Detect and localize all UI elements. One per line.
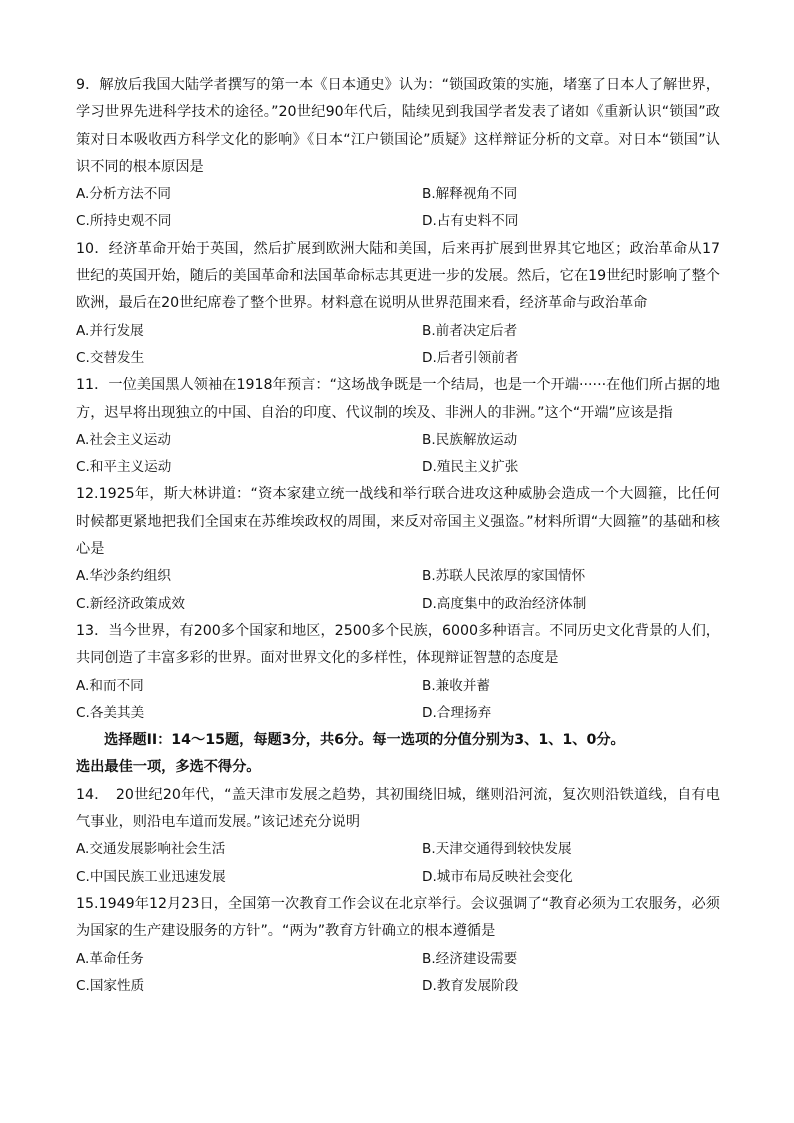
section-instructions-cont: 选出最佳一项，多选不得分。 — [76, 759, 261, 776]
question-10 — [76, 236, 720, 372]
question-15 — [76, 891, 720, 1000]
answer-options — [76, 563, 720, 618]
option-d: D.高度集中的政治经济体制 — [422, 595, 587, 612]
question-14 — [76, 782, 720, 891]
option-a: A.和而不同 — [76, 677, 144, 694]
question-stem: 14． 20世纪20年代，“盖天津市发展之趋势，其初围绕旧城，继则沿河流，复次则沿铁道线，自有电气事业，则沿电车道而发展。”该记述充分说明 — [76, 786, 720, 831]
option-b: B.前者决定后者 — [422, 322, 518, 339]
option-b: B.解释视角不同 — [422, 186, 518, 203]
question-stem: 10．经济革命开始于英国，然后扩展到欧洲大陆和美国，后来再扩展到世界其它地区；政治革命从17世纪的英国开始，随后的美国革命和法国革命标志其更进一步的发展。然后，它在19世纪时影响了整个欧洲，最后在20世纪席卷了整个世界。材料意在说明从世界范围来看，经济革命与政治革命 — [76, 240, 720, 312]
option-d: D.城市布局反映社会变化 — [422, 868, 573, 885]
option-a: A.华沙条约组织 — [76, 568, 171, 585]
question-stem: 9．解放后我国大陆学者撰写的第一本《日本通史》认为：“锁国政策的实施，堵塞了日本人了解世界，学习世界先进科学技术的途径。”20世纪90年代后，陆续见到我国学者发表了诸如《重新认识“锁国”政策对日本吸收西方科学文化的影响》《日本“江户锁国论”质疑》这样辩证分析的文章。对日本“锁国”认识不同的根本原因是 — [76, 77, 720, 175]
option-d: D.后者引领前者 — [422, 349, 519, 366]
option-a: A.分析方法不同 — [76, 186, 171, 203]
option-a: A.交通发展影响社会生活 — [76, 841, 226, 858]
question-stem: 12.1925年，斯大林讲道：“资本家建立统一战线和举行联合进攻这种威胁会造成一个大圆箍，比任何时候都更紧地把我们全国束在苏维埃政权的周围，来反对帝国主义强盗。”材料所谓“大圆箍”的基础和核心是 — [76, 486, 720, 558]
question-stem: 11．一位美国黑人领袖在1918年预言：“这场战争既是一个结局，也是一个开端······在他们所占据的地方，迟早将出现独立的中国、自治的印度、代议制的埃及、非洲人的非洲。”这个“开端”应该是指 — [76, 377, 720, 421]
option-b: B.民族解放运动 — [422, 431, 518, 448]
option-a: A.并行发展 — [76, 322, 144, 339]
option-c: C.各美其美 — [76, 704, 145, 721]
option-b: B.经济建设需要 — [422, 950, 518, 967]
option-c: C.中国民族工业迅速发展 — [76, 868, 226, 885]
answer-options — [76, 673, 720, 728]
option-b: B.兼收并蓄 — [422, 677, 491, 694]
option-b: B.苏联人民浓厚的家国情怀 — [422, 568, 586, 585]
option-c: C.国家性质 — [76, 977, 145, 994]
question-stem: 13．当今世界，有200多个国家和地区，2500多个民族，6000多种语言。不同历史文化背景的人们，共同创造了丰富多彩的世界。面对世界文化的多样性，体现辩证智慧的态度是 — [76, 622, 720, 667]
question-13 — [76, 618, 720, 727]
question-stem: 15.1949年12月23日，全国第一次教育工作会议在北京举行。会议强调了“教育必须为工农服务，必须为国家的生产建设服务的方针”。“两为”教育方针确立的根本遵循是 — [76, 895, 720, 940]
section-instructions: 选择题II：14～15题，每题3分，共6分。每一选项的分值分别为3、1、1、0分。 — [104, 732, 625, 749]
answer-options — [76, 181, 720, 236]
option-a: A.社会主义运动 — [76, 431, 171, 448]
question-12 — [76, 481, 720, 617]
option-d: D.教育发展阶段 — [422, 977, 519, 994]
option-b: B.天津交通得到较快发展 — [422, 841, 572, 858]
answer-options — [76, 318, 720, 373]
option-d: D.殖民主义扩张 — [422, 459, 519, 476]
answer-options — [76, 836, 720, 891]
exam-page — [76, 72, 720, 1000]
answer-options — [76, 946, 720, 1001]
answer-options — [76, 427, 720, 482]
option-d: D.合理扬弃 — [422, 704, 492, 721]
option-a: A.革命任务 — [76, 950, 144, 967]
option-d: D.占有史料不同 — [422, 213, 519, 230]
option-c: C.新经济政策成效 — [76, 595, 185, 612]
question-11 — [76, 372, 720, 481]
question-9 — [76, 72, 720, 236]
section-heading — [76, 727, 720, 782]
option-c: C.和平主义运动 — [76, 459, 172, 476]
option-c: C.交替发生 — [76, 349, 145, 366]
option-c: C.所持史观不同 — [76, 213, 172, 230]
